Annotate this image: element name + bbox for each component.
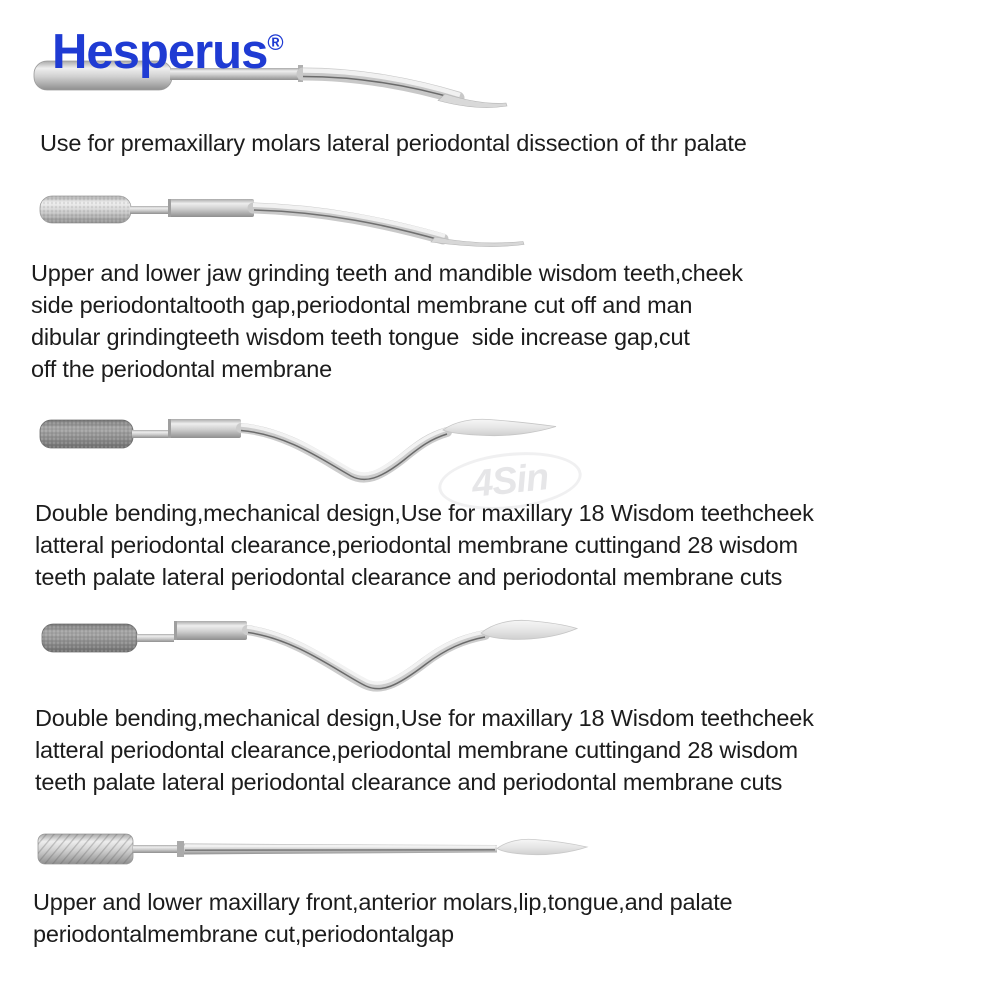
- description-line: Double bending,mechanical design,Use for maxillary 18 Wisdom teethcheek: [35, 500, 814, 526]
- instrument-4-image: [35, 612, 585, 707]
- description-line: periodontalmembrane cut,periodontalgap: [33, 921, 454, 947]
- instrument-5-image: [35, 828, 595, 876]
- description-5: [33, 886, 732, 950]
- brand-logo: [52, 25, 284, 79]
- brand-name: Hesperus: [52, 25, 268, 79]
- description-line: latteral periodontal clearance,periodontal membrane cuttingand 28 wisdom: [35, 737, 798, 763]
- description-line: latteral periodontal clearance,periodontal membrane cuttingand 28 wisdom: [35, 532, 798, 558]
- description-1: [40, 127, 747, 159]
- description-line: Use for premaxillary molars lateral periodontal dissection of thr palate: [40, 130, 747, 156]
- instrument-3-image: [35, 412, 565, 504]
- registered-trademark-icon: ®: [267, 30, 284, 55]
- description-line: side periodontaltooth gap,periodontal membrane cut off and man: [31, 292, 693, 318]
- description-line: Upper and lower maxillary front,anterior molars,lip,tongue,and palate: [33, 889, 733, 915]
- description-4: [35, 702, 814, 798]
- watermark-logo: 4Sin: [435, 446, 584, 517]
- description-line: off the periodontal membrane: [31, 356, 332, 382]
- description-3: [35, 497, 814, 593]
- description-line: Double bending,mechanical design,Use for maxillary 18 Wisdom teethcheek: [35, 705, 814, 731]
- description-line: dibular grindingteeth wisdom teeth tongue side increase gap,cut: [31, 324, 690, 350]
- description-2: [31, 257, 743, 385]
- description-line: teeth palate lateral periodontal clearance and periodontal membrane cuts: [35, 769, 783, 795]
- description-line: teeth palate lateral periodontal clearance and periodontal membrane cuts: [35, 564, 783, 590]
- instrument-2-image: [35, 190, 535, 252]
- description-line: Upper and lower jaw grinding teeth and mandible wisdom teeth,cheek: [31, 260, 743, 286]
